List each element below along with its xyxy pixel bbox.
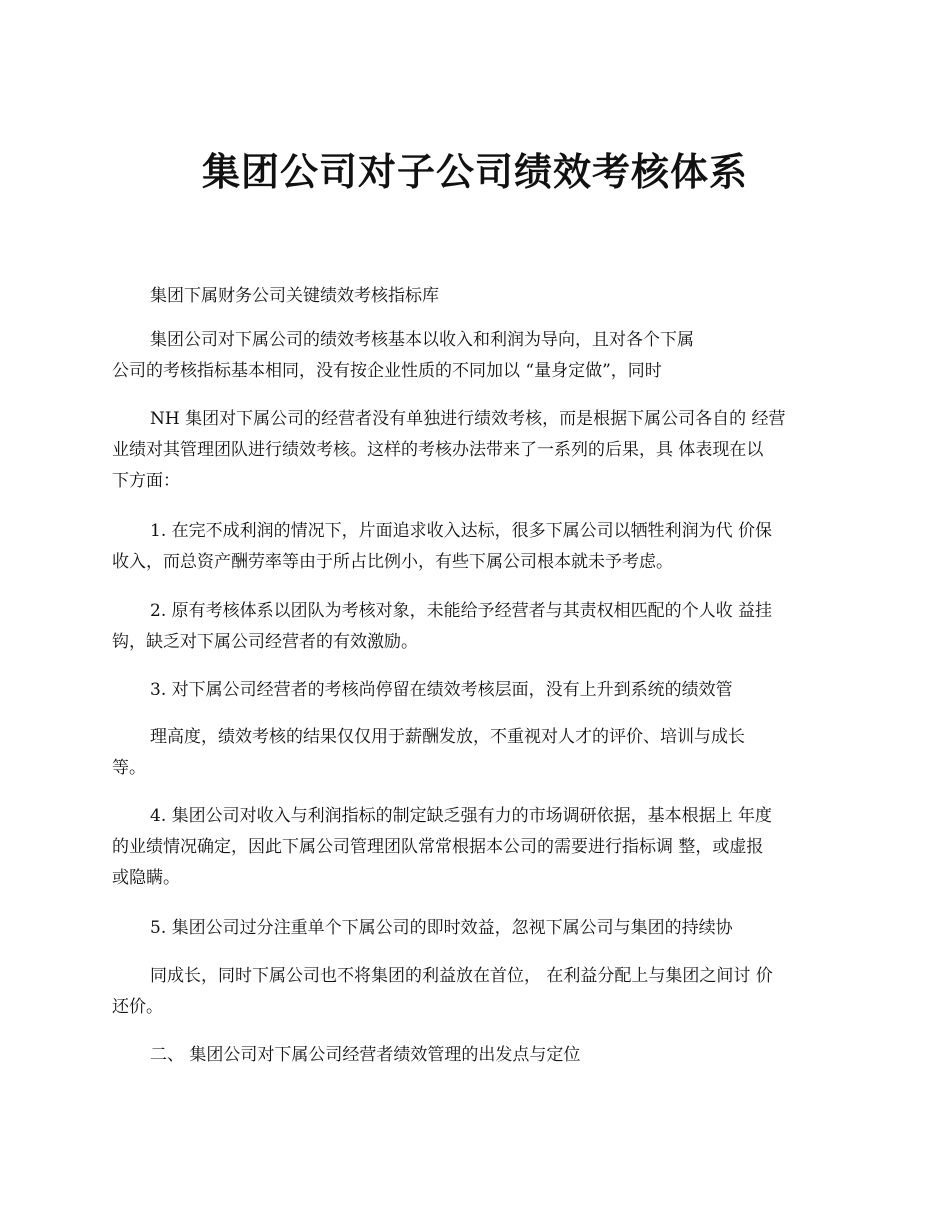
paragraph-line: 钩，缺乏对下属公司经营者的有效激励。 (112, 632, 418, 652)
paragraph-line: 1. 在完不成利润的情况下，片面追求收入达标，很多下属公司以牺牲利润为代 价保 (150, 521, 773, 541)
paragraph-8 (112, 801, 838, 894)
paragraph-line: 二、 集团公司对下属公司经营者绩效管理的出发点与定位 (150, 1045, 581, 1065)
paragraph-line: 理高度，绩效考核的结果仅仅用于薪酬发放，不重视对人才的评价、培训与成长 (150, 727, 745, 747)
paragraph-4 (112, 516, 838, 578)
paragraph-6 (112, 675, 838, 706)
paragraph-line: 同成长，同时下属公司也不将集团的利益放在首位， 在利益分配上与集团之间讨 价 (150, 966, 773, 986)
paragraph-line: 或隐瞒。 (112, 868, 180, 888)
paragraph-2 (112, 325, 838, 387)
paragraph-7 (112, 722, 838, 784)
paragraph-line: 3. 对下属公司经营者的考核尚停留在绩效考核层面，没有上升到系统的绩效管 (150, 680, 733, 700)
document-title: 集团公司对子公司绩效考核体系 (201, 149, 748, 194)
paragraph-line: 集团下属财务公司关键绩效考核指标库 (150, 286, 439, 306)
paragraph-line: 等。 (112, 758, 146, 778)
paragraph-line: 的业绩情况确定，因此下属公司管理团队常常根据本公司的需要进行指标调 整，或虚报 (112, 837, 764, 857)
paragraph-3 (112, 404, 838, 497)
paragraph-line: 下方面： (112, 471, 180, 491)
paragraph-line: 4. 集团公司对收入与利润指标的制定缺乏强有力的市场调研依据，基本根据上 年度 (150, 806, 773, 826)
paragraph-line: NH 集团对下属公司的经营者没有单独进行绩效考核，而是根据下属公司各自的 经营 (150, 409, 786, 429)
paragraph-5 (112, 596, 838, 658)
paragraph-11 (112, 1040, 838, 1071)
paragraph-line: 还价。 (112, 997, 163, 1017)
paragraph-line: 5. 集团公司过分注重单个下属公司的即时效益，忽视下属公司与集团的持续协 (150, 918, 733, 938)
paragraph-line: 收入，而总资产酬劳率等由于所占比例小，有些下属公司根本就未予考虑。 (112, 552, 673, 572)
paragraph-line: 2. 原有考核体系以团队为考核对象，未能给予经营者与其责权相匹配的个人收 益挂 (150, 601, 773, 621)
paragraph-line: 业绩对其管理团队进行绩效考核。这样的考核办法带来了一系列的后果，具 体表现在以 (112, 440, 764, 460)
paragraph-line: 公司的考核指标基本相同，没有按企业性质的不同加以 “量身定做”，同时 (112, 361, 662, 381)
paragraph-10 (112, 961, 838, 1023)
paragraph-9 (112, 913, 838, 944)
paragraph-1 (112, 281, 838, 312)
paragraph-line: 集团公司对下属公司的绩效考核基本以收入和利润为导向，且对各个下属 (150, 330, 694, 350)
